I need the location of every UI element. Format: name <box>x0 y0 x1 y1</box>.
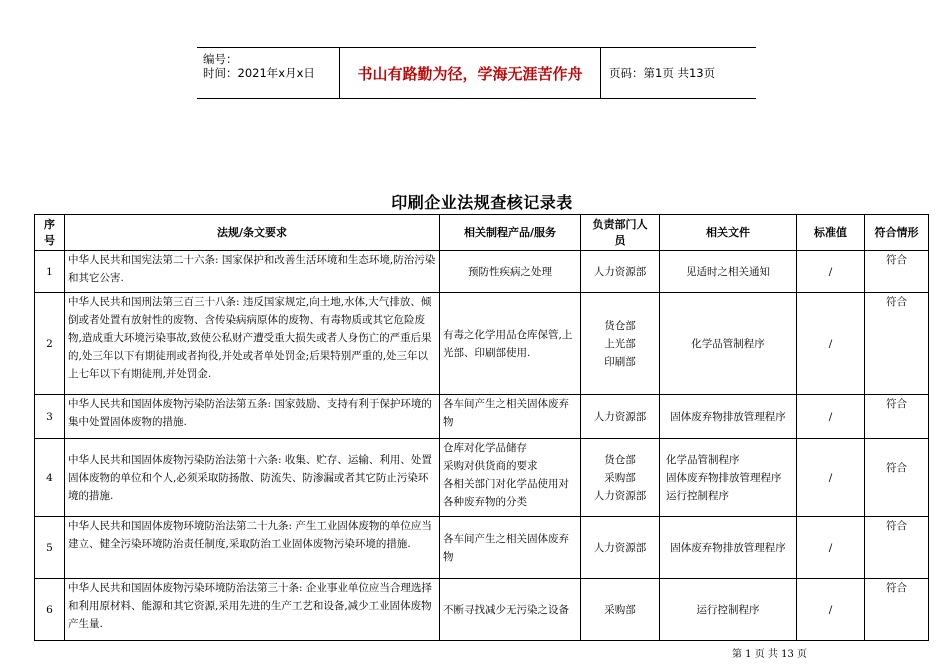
dept-cell: 人力资源部 <box>581 395 660 439</box>
product-cell <box>440 293 581 395</box>
product-cell <box>440 579 581 641</box>
dept-cell: 人力资源部 <box>581 517 660 579</box>
docs-cell: 运行控制程序 <box>660 579 797 641</box>
document-title: 印刷企业法规查核记录表 <box>391 193 573 212</box>
column-header-no: 序号 <box>35 215 65 251</box>
document-number-label: 编号： <box>203 52 238 66</box>
column-header-requirement: 法规/条文要求 <box>65 215 440 251</box>
docs-cell <box>660 439 797 517</box>
requirement-cell <box>65 395 440 439</box>
product-text: 仓库对化学品储存 采购对供货商的要求 各相关部门对化学品使用对各种废弃物的分类 <box>443 442 569 508</box>
product-cell <box>440 395 581 439</box>
header-page-number: 页码：第1页 共13页 <box>609 66 716 80</box>
row-number: 3 <box>35 395 65 439</box>
conformity-cell: 符合 <box>865 579 929 641</box>
conformity-cell: 符合 <box>865 395 929 439</box>
product-text: 不断寻找减少无污染之设备 <box>443 603 569 616</box>
requirement-cell <box>65 293 440 395</box>
requirement-text: 中华人民共和国固体废物污染环境防治法第三十条: 企业事业单位应当合理选择和利用原材料、能源和其它资源,采用先进的生产工艺和设备,减少工业固体废物产生量. <box>68 582 432 630</box>
header-meta <box>197 48 339 98</box>
dept-text: 货仓部 采购部 人力资源部 <box>593 453 647 502</box>
column-header-dept: 负责部门人员 <box>581 215 660 251</box>
conformity-cell: 符合 <box>865 293 929 395</box>
standard-cell: / <box>797 579 865 641</box>
requirement-text: 中华人民共和国刑法第三百三十八条: 违反国家规定,向土地,水体,大气排放、倾倒或者处置有放射性的废物、含传染病病原体的废物、有毒物质或其它危险废物,造成重大环境污染事故,致使公私财产遭受重大损失或者人身伤亡的严重后果的,处三年以下有期徒刑或者拘役,并处或者单处罚金;后果特别严重的,处三年以上七年以下有期徒刑,并处罚金. <box>68 296 432 380</box>
dept-cell <box>581 293 660 395</box>
requirement-cell <box>65 579 440 641</box>
standard-cell: / <box>797 517 865 579</box>
table-row <box>35 439 929 517</box>
document-header <box>197 47 756 99</box>
header-motto: 书山有路勤为径，学海无涯苦作舟 <box>339 48 601 98</box>
standard-cell: / <box>797 293 865 395</box>
docs-cell: 固体废弃物排放管理程序 <box>660 395 797 439</box>
conformity-cell: 符合 <box>865 251 929 293</box>
conformity-cell: 符合 <box>865 439 929 517</box>
product-text: 有毒之化学用品仓库保管,上光部、印刷部使用. <box>443 328 573 359</box>
table-row <box>35 395 929 439</box>
product-text: 各车间产生之相关固体废弃物 <box>443 532 569 563</box>
product-cell <box>440 439 581 517</box>
conformity-cell: 符合 <box>865 517 929 579</box>
dept-cell <box>581 439 660 517</box>
column-header-standard: 标准值 <box>797 215 865 251</box>
column-header-product: 相关制程产品/服务 <box>440 215 581 251</box>
column-header-conformity: 符合情形 <box>865 215 929 251</box>
requirement-text: 中华人民共和国固体废物环境防治法第二十九条: 产生工业固体废物的单位应当建立、健全污染环境防治责任制度,采取防治工业固体废物污染环境的措施. <box>68 520 432 550</box>
requirement-cell <box>65 439 440 517</box>
standard-cell: / <box>797 395 865 439</box>
standard-cell: / <box>797 251 865 293</box>
dept-text: 货仓部 上光部 印刷部 <box>604 319 636 368</box>
table-row <box>35 293 929 395</box>
page-footer: 第 1 页 共 13 页 <box>732 649 807 660</box>
row-number: 1 <box>35 251 65 293</box>
requirement-text: 中华人民共和国固体废物污染防治法第五条: 国家鼓励、支持有利于保护环境的集中处置固体废物的措施. <box>68 398 432 428</box>
product-text: 各车间产生之相关固体废弃物 <box>443 398 569 428</box>
requirement-text: 中华人民共和国固体废物污染防治法第十六条: 收集、贮存、运输、利用、处置固体废物的单位和个人,必须采取防扬散、防流失、防渗漏或者其它防止污染环境的措施. <box>68 453 432 502</box>
column-header-docs: 相关文件 <box>660 215 797 251</box>
dept-cell: 人力资源部 <box>581 251 660 293</box>
document-time-label: 时间：2021年x月x日 <box>203 66 315 80</box>
table-row <box>35 517 929 579</box>
product-cell <box>440 517 581 579</box>
standard-cell: / <box>797 439 865 517</box>
row-number: 2 <box>35 293 65 395</box>
table-row <box>35 251 929 293</box>
table-header-row <box>35 215 929 251</box>
docs-cell: 固体废弃物排放管理程序 <box>660 517 797 579</box>
docs-text: 化学品管制程序 固体废弃物排放管理程序 运行控制程序 <box>666 453 782 502</box>
requirement-cell <box>65 517 440 579</box>
regulation-check-table <box>34 214 929 641</box>
dept-cell: 采购部 <box>581 579 660 641</box>
docs-cell: 化学品管制程序 <box>660 293 797 395</box>
requirement-cell <box>65 251 440 293</box>
row-number: 6 <box>35 579 65 641</box>
docs-cell: 见适时之相关通知 <box>660 251 797 293</box>
table-row <box>35 579 929 641</box>
product-cell: 预防性疾病之处理 <box>440 251 581 293</box>
requirement-line: 中华人民共和国宪法第二十六条: 国家保护和改善生活环境和生态环境,防治污染和其它公害. <box>68 254 436 284</box>
row-number: 4 <box>35 439 65 517</box>
row-number: 5 <box>35 517 65 579</box>
